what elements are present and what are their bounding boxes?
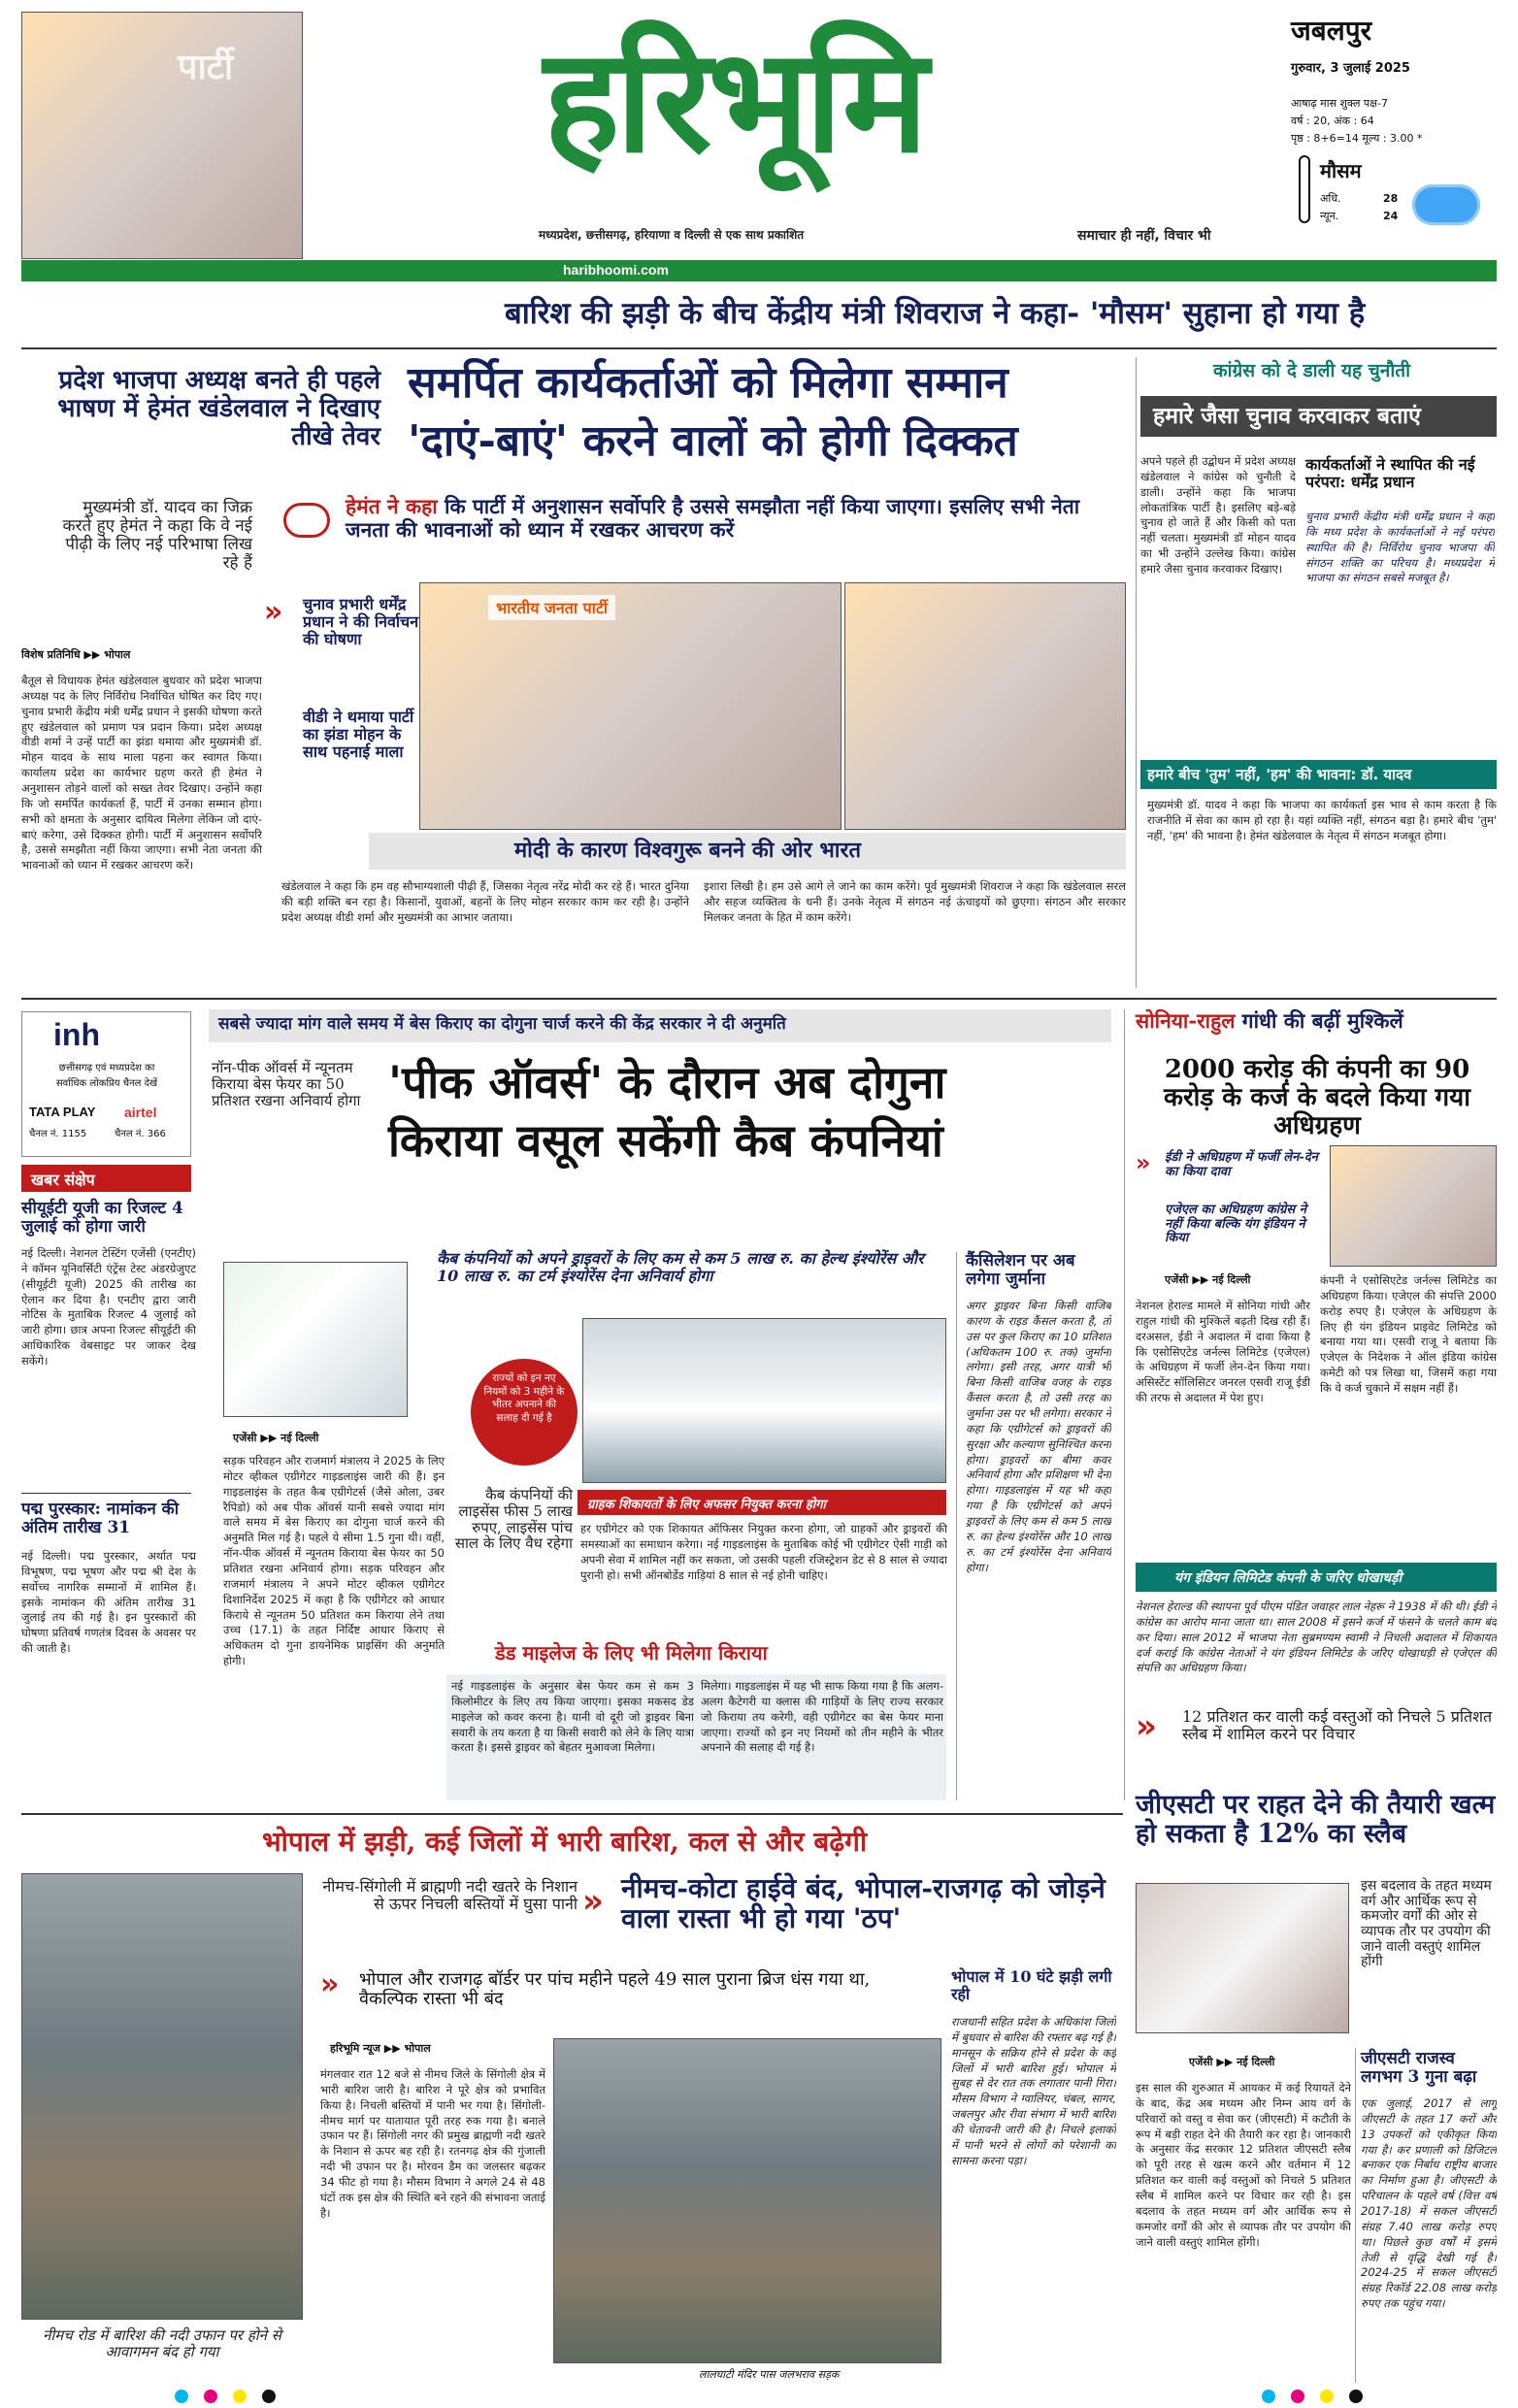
lead-quote-text: कि पार्टी में अनुशासन सर्वोपरि है उससे समझौता नहीं किया जाएगा। इसलिए सभी नेता जनता की भावनाओं को ध्यान में रखकर आचरण करें: [346, 494, 1080, 542]
lead-byline: विशेष प्रतिनिधि ▶▶ भोपाल: [21, 648, 131, 661]
sonia-col1: नेशनल हेराल्ड मामले में सोनिया गांधी और राहुल गांधी की मुश्किलें बढ़ती दिख रही हैं। दरअसल, ईडी ने अदालत में दावा किया है कि एसोसिएटेड जर्नल्स लिमिटेड (एजेएल) के अधिग्रहण में फर्जी लेन-देन किया गया। असिस्टेंट सॉलिसिटर जनरल एसवी राजू ईडी की तरफ से अदालत में पेश हुए।: [1136, 1299, 1310, 1405]
gst-headline: जीएसटी पर राहत देने की तैयारी खत्म हो सकता है 12% का स्लैब: [1136, 1790, 1496, 1850]
website-bar: [21, 260, 1497, 281]
lead-headline-2: 'दाएं-बाएं' करने वालों को होगी दिक्कत: [408, 416, 1018, 466]
temp-min-label: न्यून.: [1320, 210, 1339, 222]
brief1-body: नई दिल्ली। नेशनल टेस्टिंग एजेंसी (एनटीए) ने कॉमन यूनिवर्सिटी एंट्रेंस टेस्ट अंडरग्रेजुएट (सीयूईटी यूजी) 2025 की तारीख का ऐलान कर दिया है। एनटीए द्वारा जारी नोटिस के मुताबिक रिजल्ट 4 जुलाई को जारी होगा। छात्र अपना रिजल्ट सीयूईटी की आधिकारिक वेबसाइट पर जाकर देख सकेंगे।: [21, 1246, 196, 1369]
reg-mark-yellow-2: [1320, 2390, 1334, 2403]
masthead-tagline: मध्यप्रदेश, छत्तीसगढ़, हरियाणा व दिल्ली से एक साथ प्रकाशित: [539, 228, 805, 242]
cab-cars-photo: [582, 1318, 946, 1483]
lead-side-note: मुख्यमंत्री डॉ. यादव का जिक्र करते हुए हेमंत ने कहा कि वे नई पीढ़ी के लिए नई परिभाषा लिख रहे हैं: [62, 498, 252, 574]
cab-body: सड़क परिवहन और राजमार्ग मंत्रालय ने 2025 के लिए मोटर व्हीकल एग्रीगेटर गाइडलाइंस जारी की हैं। इन गाइडलाइंस के तहत कैब एग्रीगेटर्स (जैसे ओला, उबर रैपिडो) को अब पीक ऑवर्स यानी सबसे ज्यादा मांग वाले समय में बेस किराए का दोगुना चार्ज करने की अनुमति मिल गई है। पहले ये सीमा 1.5 गुना थी। वहीं, नॉन-पीक ऑवर्स में न्यूनतम किराया बेस फेयर का 50 प्रतिशत रखना अनिवार्य होगा। सड़क परिवहन और राजमार्ग मंत्रालय ने अपने मोटर व्हीकल एग्रीगेटर दिशानिर्देश 2025 में कहा है कि एग्रीगेटर को आधार किराये से न्यूनतम 50 प्रतिशत कम किराया लेने तथा उच्च (17.1) के तहत निर्दिष्ट आधार किराए से अधिकतम दो गुना डायनेमिक प्राइसिंग की अनुमति होगी।: [223, 1454, 445, 1668]
congress-col-left: अपने पहले ही उद्बोधन में प्रदेश अध्यक्ष खंडेलवाल ने कांग्रेस को चुनौती दे डाली। उन्होंने कहा कि भाजपा लोकतांत्रिक पार्टी है। इसलिए बड़े-बड़े चुनाव हो जाते हैं और किसी को पता नहीं चलता। मुख्यमंत्री डॉ मोहन यादव का भी उन्होंने उल्लेख किया। कांग्रेस हमारे जैसा चुनाव करवाकर दिखाए।: [1140, 454, 1296, 577]
volume: वर्ष : 20, अंक : 64: [1291, 115, 1374, 127]
congress-sub-head: हमारे बीच 'तुम' नहीं, 'हम' की भावना: डॉ. यादव: [1147, 766, 1412, 783]
cab-insurance-note: कैब कंपनियों की लाइसेंस फीस 5 लाख रुपए, लाइसेंस पांच साल के लिए वैध रहेगा: [454, 1486, 573, 1553]
rain-chevron-icon-2: »: [320, 1967, 340, 2001]
topline-headline: बारिश की झड़ी के बीच केंद्रीय मंत्री शिवराज ने कहा- 'मौसम' सुहाना हो गया है: [505, 296, 1366, 331]
lead-side-headline: प्रदेश भाजपा अध्यक्ष बनते ही पहले भाषण में हेमंत खंडेलवाल ने दिखाए तीखे तेवर: [57, 366, 380, 452]
inh-ch1: चैनल नं. 1155: [29, 1129, 87, 1139]
reg-mark-cyan-2: [1262, 2390, 1275, 2403]
congress-sub-text: मुख्यमंत्री डॉ. यादव ने कहा कि भाजपा का कार्यकर्ता इस भाव से काम करता है कि राजनीति में सेवा का काम हो रहा है। यहां व्यक्ति नहीं, संगठन बड़ा है। हमारे बीच 'तुम' नहीं, 'हम' की भावना है। हेमंत खंडेलवाल के नेतृत्व में संगठन मजबूत होगा।: [1147, 798, 1497, 842]
tataplay-logo: TATA PLAY: [29, 1105, 96, 1119]
sonia-callout-2: एजेएल का अधिग्रहण कांग्रेस ने नहीं किया बल्कि यंग इंडियन ने किया: [1165, 1203, 1306, 1246]
rain-side-note: नीमच-सिंगोली में ब्राह्मणी नदी खतरे के निशान से ऊपर निचली बस्तियों में घुसा पानी: [322, 1877, 578, 1913]
congress-box-text: चुनाव प्रभारी केंद्रीय मंत्री धर्मेंद्र प्रधान ने कहा कि मध्य प्रदेश के कार्यकर्ताओं ने नई परंपरा स्थापित की है। निर्विरोध चुनाव भाजपा की संगठन शक्ति का परिचय है। मध्यप्रदेश में भाजपा का संगठन सबसे मजबूत है।: [1305, 510, 1495, 585]
cab-headline-2: किराया वसूल सकेंगी कैब कंपनियां: [388, 1114, 943, 1167]
lead-photo-banner: भारतीय जनता पार्टी: [488, 595, 615, 620]
brief2-head: पद्म पुरस्कार: नामांकन की अंतिम तारीख 31: [21, 1500, 180, 1538]
cab-bubble: राज्यों को इन नए नियमों को 3 महीने के भीतर अपनाने की सलाह दी गई है: [483, 1372, 565, 1424]
thermometer-icon: [1299, 155, 1310, 223]
sonia-kicker: [1136, 1009, 1403, 1033]
rain-banner: भोपाल में झड़ी, कई जिलों में भारी बारिश, कल से और बढ़ेगी: [262, 1826, 868, 1858]
cab-dead-col1: नई गाइडलाइंस के अनुसार बेस फेयर कम से कम 3 किलोमीटर के लिए तय किया जाएगा। इसका मकसद डेड माइलेज को कवर करना है। यानी वो दूरी जो ड्राइवर बिना सवारी के तय करता है या किसी सवारी को लेने के लिए यात्रा करता है। इससे ड्राइवर को बेहतर मुआवजा मिलेगा।: [451, 1679, 694, 1755]
temp-min: 24: [1383, 210, 1399, 222]
cab-byline: एजेंसी ▶▶ नई दिल्ली: [233, 1432, 319, 1444]
reg-mark-black: [262, 2390, 276, 2403]
brief2-body: नई दिल्ली। पद्म पुरस्कार, अर्थात पद्म विभूषण, पद्म भूषण और पद्म श्री देश के सर्वोच्च नागरिक सम्मानों में शामिल हैं। इसके नामांकन की अंतिम तारीख 31 जुलाई तय की गई है। इन पुरस्कारों की घोषणा प्रतिवर्ष गणतंत्र दिवस के अवसर पर की जाती है।: [21, 1549, 196, 1656]
reg-mark-magenta-2: [1291, 2390, 1304, 2403]
sonia-chevron-icon: »: [1136, 1149, 1151, 1176]
cab-subhead: कैब कंपनियों को अपने ड्राइवरों के लिए कम से कम 5 लाख रु. का हेल्थ इंश्योरेंस और 10 लाख रु. का टर्म इंश्योरेंस देना अनिवार्य होगा: [437, 1249, 924, 1285]
cab-headline-1: 'पीक ऑवर्स' के दौरान अब दोगुना: [388, 1056, 946, 1108]
gst-side-note: इस बदलाव के तहत मध्यम वर्ग और आर्थिक रूप से कमजोर वर्गों की ओर से व्यापक तौर पर उपयोग की जाने वाली वस्तुएं शामिल होंगी: [1361, 1878, 1492, 1970]
cab-cancel-head: कैंसिलेशन पर अब लगेगा जुर्माना: [966, 1251, 1075, 1290]
brief1-head: सीयूईटी यूजी का रिजल्ट 4 जुलाई को होगा जारी: [21, 1199, 183, 1237]
website[interactable]: haribhoomi.com: [563, 262, 669, 278]
masthead-slogan: समाचार ही नहीं, विचार भी: [1077, 228, 1211, 244]
speech-bubble-icon: [283, 503, 330, 538]
rain-byline: हरिभूमि न्यूज ▶▶ भोपाल: [330, 2042, 431, 2055]
sonia-bar-text: यंग इंडियन लिमिटेड कंपनी के जरिए धोखाधड़ी: [1174, 1570, 1402, 1586]
rain-chevron-icon: »: [582, 1882, 604, 1921]
congress-headline: हमारे जैसा चुनाव करवाकर बताएं: [1153, 403, 1421, 429]
rain-photo2-caption: लालघाटी मंदिर पास जलभराव सड़क: [699, 2368, 840, 2381]
congress-kicker: कांग्रेस को दे डाली यह चुनौती: [1213, 360, 1411, 381]
cab-phone-photo: [223, 1262, 408, 1417]
rain-box-text: राजधानी सहित प्रदेश के अधिकांश जिलों में बुधवार से बारिश की रफ्तार बढ़ गई है। मानसून के सक्रिय होने से प्रदेश के कई जिलों में भारी बारिश हुई। भोपाल में सुबह से देर रात तक लगातार पानी गिरा। मौसम विभाग ने ग्वालियर, चंबल, सागर, जबलपुर और रीवा संभाग में भारी बारिश की चेतावनी जारी की है। निचले इलाकों में पानी भरने से लोगों को परेशानी का सामना करना पड़ा।: [951, 2015, 1116, 2167]
gst-body: इस साल की शुरुआत में आयकर में कई रियायतें देने के बाद, केंद्र अब मध्यम और निम्न आय वर्ग के परिवारों को वस्तु व सेवा कर (जीएसटी) में कटौती के रूप में बड़ी राहत देने की तैयारी कर रहा है। जानकारी के अनुसार केंद्र सरकार 12 प्रतिशत जीएसटी स्लैब को पूरी तरह से खत्म करने और वर्तमान में 12 प्रतिशत कर वाली कई वस्तुओं को निचले 5 प्रतिशत स्लैब में शामिल करने पर विचार कर रही है। इस बदलाव के तहत मध्यम वर्ग और आर्थिक रूप से कमजोर वर्गों की ओर से व्यापक तौर पर उपयोग की जाने वाली वस्तुएं शामिल होंगी।: [1136, 2081, 1351, 2249]
cab-dead-col2: मिलेगा। गाइडलाइंस में यह भी साफ किया गया है कि अलग-अलग कैटेगरी या क्लास की गाड़ियों के लिए राज्य सरकार जो किराया तय करेगी, वही एग्रीगेटर का बेस फेयर माना जाएगा। राज्यों को इन नए नियमों को तीन महीने के भीतर अपनाने की सलाह दी गई है।: [701, 1679, 943, 1755]
hindi-date: आषाढ़ मास शुक्ल पक्ष-7: [1291, 97, 1389, 110]
lead-subhead: मोदी के कारण विश्वगुरू बनने की ओर भारत: [514, 838, 862, 863]
news-brief-title: खबर संक्षेप: [31, 1171, 95, 1189]
edition-city: जबलपुर: [1291, 15, 1372, 47]
rain-photo-2: [553, 2038, 941, 2363]
rain-box-head: भोपाल में 10 घंटे झड़ी लगी रही: [951, 1967, 1112, 2003]
edition-date: गुरुवार, 3 जुलाई 2025: [1291, 61, 1410, 76]
lead-callout-2: वीडी ने थमाया पार्टी का झंडा मोहन के साथ पहनाई माला: [303, 708, 414, 761]
inh-ad-logo: inh: [53, 1017, 100, 1052]
rain-headline: नीमच-कोटा हाईवे बंद, भोपाल-राजगढ़ को जोड़ने वाला रास्ता भी हो गया 'ठप': [621, 1872, 1106, 1935]
gst-byline: एजेंसी ▶▶ नई दिल्ली: [1189, 2056, 1275, 2068]
lead-headline-1: समर्पित कार्यकर्ताओं को मिलेगा सम्मान: [408, 358, 1008, 408]
lead-quote: [346, 495, 1122, 541]
cab-side-note: नॉन-पीक ऑवर्स में न्यूनतम किराया बेस फेयर का 50 प्रतिशत रखना अनिवार्य होगा: [212, 1059, 361, 1109]
lead-body: बैतूल से विधायक हेमंत खंडेलवाल बुधवार को प्रदेश भाजपा अध्यक्ष पद के लिए निर्विरोध निर्वाचित घोषित कर दिए गए। चुनाव प्रभारी केंद्रीय मंत्री धर्मेंद्र प्रधान ने इसकी घोषणा करते हुए खंडेलवाल को प्रमाण पत्र प्रदान किया। प्रदेश अध्यक्ष वीडी शर्मा ने उन्हें पार्टी का झंडा थमाया और मुख्यमंत्री डॉ. मोहन यादव के साथ माला पहना कर स्वागत किया। कार्यालय प्रदेश का कार्यभार ग्रहण करते ही हेमंत ने अनुशासन तोड़ने वालों को सख्त तेवर दिखाए। उन्होंने कहा कि जो समर्पित कार्यकर्ता हैं, पार्टी में उनका सम्मान होगा। सभी को क्षमता के अनुसार दायित्व मिलेगा लेकिन जो दाएं-बाएं करेगा, उसे दिक्कत होगी। पार्टी में अनुशासन सर्वोपरि है, उससे समझौता नहीं किया जाएगा। सभी नेता जनता की भावनाओं को ध्यान में रखकर आचरण करें।: [21, 674, 262, 873]
congress-box-head: कार्यकर्ताओं ने स्थापित की नई परंपरा: धर्मेंद्र प्रधान: [1305, 455, 1475, 491]
gst-revenue-head: जीएसटी राजस्व लगभग 3 गुना बढ़ा: [1361, 2049, 1477, 2088]
reg-mark-black-2: [1349, 2390, 1363, 2403]
inh-ch2: चैनल नं. 366: [115, 1129, 166, 1139]
airtel-logo: airtel: [124, 1105, 157, 1120]
sonia-kicker-rest: गांधी की बढ़ीं मुश्किलें: [1241, 1008, 1403, 1033]
cab-dead-head: डेड माइलेज के लिए भी मिलेगा किराया: [495, 1641, 768, 1665]
rain-body: मंगलवार रात 12 बजे से नीमच जिले के सिंगोली क्षेत्र में भारी बारिश जारी है। बारिश ने पूरे क्षेत्र को प्रभावित किया है। निचली बस्तियों में पानी भर गया है। सिंगोली-नीमच मार्ग पर यातायात पूरी तरह रुक गया है। बनाले उफान पर हैं। सिंगोली नगर की प्रमुख ब्राह्मणी नदी खतरे के निशान से ऊपर बह रही है। रतनगढ़ क्षेत्र की गुंजाली नदी भी उफान पर है। मोरवन डैम का जलस्तर बढ़कर 34 फीट हो गया है। मौसम विभाग ने अगले 24 से 48 घंटों तक इस क्षेत्र की स्थिति बने रहने की संभावना जताई है।: [320, 2067, 545, 2220]
inh-ad-line1: छत्तीसगढ़ एवं मध्यप्रदेश का: [58, 1063, 155, 1073]
sonia-photo: [1330, 1145, 1497, 1267]
reg-mark-cyan: [175, 2390, 188, 2403]
lead-quote-lead: हेमंत ने कहा: [346, 494, 438, 518]
gst-revenue-text: एक जुलाई, 2017 से लागू जीएसटी के तहत 17 करों और 13 उपकरों को एकीकृत किया गया है। कर प्रणाली को डिजिटल बनाकर एक निर्बाध राष्ट्रीय बाजार का निर्माण हुआ है। जीएसटी के परिचालन के पहले वर्ष (वित्त वर्ष 2017-18) में सकल जीएसटी संग्रह 7.40 लाख करोड़ रुपए था। पिछले कुछ वर्षों में इसमें तेजी से वृद्धि देखी गई है। 2024-25 में सकल जीएसटी संग्रह रिकॉर्ड 22.08 लाख करोड़ रुपए तक पहुंच गया।: [1361, 2096, 1497, 2311]
rain-photo-1: [21, 1873, 303, 2320]
gst-chevron-icon: »: [1136, 1707, 1157, 1746]
sonia-callout-1: ईडी ने अधिग्रहण में फर्जी लेन-देन का किया दावा: [1165, 1150, 1318, 1179]
pages-price: पृष्ठ : 8+6=14 मूल्य : 3.00 *: [1291, 132, 1423, 145]
sonia-col2: कंपनी ने एसोसिएटेड जर्नल्स लिमिटेड का अधिग्रहण किया। एजेएल की संपत्ति 2000 करोड़ रुपए है। एजेएल के अधिग्रहण के लिए ही यंग इंडियन प्राइवेट लिमिटेड को बनाया गया था। एसवी राजू ने बताया कि एजेएल के निदेशक ने ऑल इंडिया कांग्रेस कमेटी को पत्र लिखा था, जिसमें कहा गया कि वे कर्ज चुकाने में सक्षम नहीं हैं।: [1320, 1273, 1497, 1396]
weather-label: मौसम: [1320, 159, 1362, 182]
reg-mark-yellow: [233, 2390, 247, 2403]
sonia-bar-body: नेशनल हेराल्ड की स्थापना पूर्व पीएम पंडित जवाहर लाल नेहरू ने 1938 में की थी। ईडी ने कांग्रेस का आरोप माना जाता था। साल 2008 में इसने कर्ज में फंसने के चलते काम बंद कर दिया। साल 2012 में भाजपा नेता सुब्रमण्यम स्वामी ने निचली अदालत में शिकायत दर्ज कराई कि कांग्रेस नेताओं ने यंग इंडियन लिमिटेड के जरिए धोखाधड़ी से एजेएल की संपत्ति का अधिग्रहण किया।: [1136, 1600, 1497, 1675]
masthead-photo: [21, 12, 303, 259]
sonia-kicker-lead: सोनिया-राहुल: [1136, 1008, 1236, 1033]
masthead-title: हरिभूमि: [544, 17, 925, 184]
rain-subhead: भोपाल और राजगढ़ बॉर्डर पर पांच महीने पहले 49 साल पुराना ब्रिज धंस गया था, वैकल्पिक रास्ता भी बंद: [359, 1969, 871, 2010]
lead-photo-2: [844, 582, 1126, 830]
rain-photo-caption: नीमच रोड में बारिश की नदी उफान पर होने से आवागमन बंद हो गया: [43, 2326, 281, 2360]
double-chevron-icon: »: [264, 595, 283, 629]
cab-cancel-text: अगर ड्राइवर बिना किसी वाजिब कारण के राइड कैंसल करता है, तो उस पर कुल किराए का 10 प्रतिशत (अधिकतम 100 रु. तक) जुर्माना लगेगा। इसी तरह, अगर यात्री भी बिना किसी वाजिब वजह के राइड कैंसल करता है, तो उसी तरह का जुर्माना उस पर भी लगेगा। सरकार ने कहा कि एग्रीगेटर्स को ड्राइवरों की सुरक्षा और कल्याण सुनिश्चित करना होगा। ड्राइवरों का बीमा कवर अनिवार्य होगा और प्रशिक्षण भी देना होगा। गाइडलाइंस में यह भी कहा गया है कि एग्रीगेटर्स को अपने ड्राइवरों के लिए कम से कम 5 लाख रु. का हेल्थ इंश्योरेंस और 10 लाख रु. का टर्म इंश्योरेंस देना अनिवार्य होगा।: [966, 1299, 1111, 1574]
cloud-rain-icon: [1412, 184, 1480, 225]
lead-sub-col1: खंडेलवाल ने कहा कि हम वह सौभाग्यशाली पीढ़ी हैं, जिसका नेतृत्व नरेंद्र मोदी कर रहे हैं। भारत दुनिया की बड़ी शक्ति बन रहा है। किसानों, युवाओं, बहनों के लिए मोहन सरकार काम कर रही है। उन्होंने प्रदेश अध्यक्ष वीडी शर्मा और मुख्यमंत्री का आभार जताया।: [281, 879, 689, 924]
inh-ad-line2: सर्वाधिक लोकप्रिय चैनल देखें: [55, 1078, 158, 1089]
lead-photo-1: [419, 582, 842, 830]
lead-sub-col2: इशारा लिखी है। हम उसे आगे ले जाने का काम करेंगे। पूर्व मुख्यमंत्री शिवराज ने कहा कि खंडेलवाल सरल और सहज व्यक्तित्व के धनी हैं। उनके नेतृत्व में संगठन नई ऊंचाइयों को छुएगा। संगठन और सरकार मिलकर जनता के हित में काम करेंगे।: [704, 879, 1126, 924]
temp-max-label: अधि.: [1320, 192, 1341, 205]
gst-kicker: 12 प्रतिशत कर वाली कई वस्तुओं को निचले 5 प्रतिशत स्लैब में शामिल करने पर विचार: [1182, 1707, 1493, 1743]
sonia-headline: 2000 करोड़ की कंपनी का 90 करोड़ के कर्ज के बदले किया गया अधिग्रहण: [1163, 1055, 1470, 1141]
lead-callout-1: चुनाव प्रभारी धर्मेंद्र प्रधान ने की निर्वाचन की घोषणा: [303, 595, 419, 648]
temp-max: 28: [1383, 192, 1399, 205]
sonia-byline: एजेंसी ▶▶ नई दिल्ली: [1165, 1273, 1251, 1286]
masthead-photo-banner: पार्टी: [178, 48, 234, 87]
cab-complaint-head: ग्राहक शिकायतों के लिए अफसर नियुक्त करना होगा: [587, 1498, 826, 1512]
cab-complaint-text: हर एग्रीगेटर को एक शिकायत ऑफिसर नियुक्त करना होगा, जो ग्राहकों और ड्राइवरों की समस्याओं का समाधान करेगा। नई गाइडलाइंस के मुताबिक कोई भी एग्रीगेटर ऐसी गाड़ी को अपनी सेवा में शामिल नहीं कर सकता, जो उसकी पहली रजिस्ट्रेशन डेट से 8 साल से ज्यादा पुरानी हो। सभी ऑनबोर्डेड गाड़ियां 8 साल से नई होनी चाहिए।: [580, 1522, 947, 1582]
cab-kicker: सबसे ज्यादा मांग वाले समय में बेस किराए का दोगुना चार्ज करने की केंद्र सरकार ने दी अनुमति: [218, 1014, 786, 1034]
reg-mark-magenta: [204, 2390, 217, 2403]
gst-photo: [1136, 1883, 1349, 2033]
